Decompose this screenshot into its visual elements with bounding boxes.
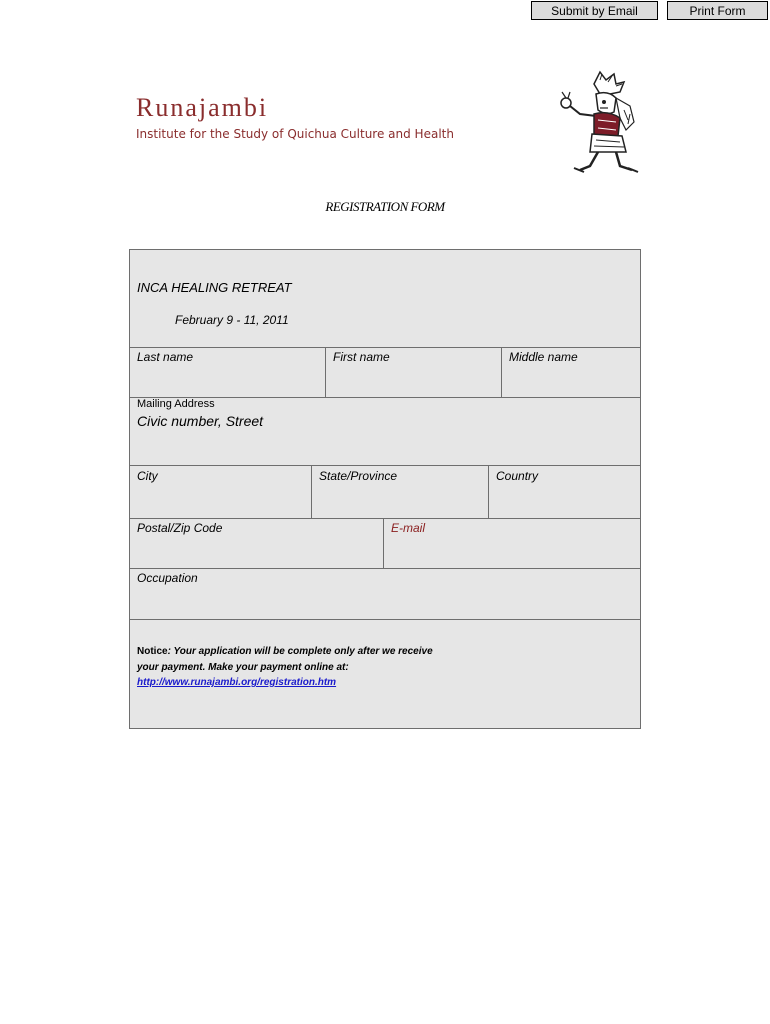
middle-name-label: Middle name	[509, 350, 578, 364]
registration-form	[129, 249, 641, 729]
org-name: Runajambi	[136, 93, 269, 122]
org-subtitle: Institute for the Study of Quichua Culture and Health	[136, 127, 454, 141]
country-label: Country	[496, 469, 539, 483]
postal-code-field[interactable]	[134, 538, 382, 566]
event-date: February 9 - 11, 2011	[175, 313, 289, 327]
divider	[488, 465, 489, 519]
last-name-label: Last name	[137, 350, 194, 364]
divider	[501, 347, 502, 397]
notice-keyword: Notice	[137, 646, 168, 657]
payment-notice	[137, 644, 437, 691]
first-name-label: First name	[333, 350, 390, 364]
postal-code-label: Postal/Zip Code	[137, 521, 223, 535]
occupation-field[interactable]	[134, 588, 640, 616]
email-label: E-mail	[391, 521, 426, 535]
notice-divider	[130, 619, 640, 620]
registration-link[interactable]: http://www.runajambi.org/registration.htm	[137, 677, 337, 688]
occupation-label: Occupation	[137, 571, 198, 585]
last-name-field[interactable]	[134, 366, 324, 394]
divider	[311, 465, 312, 519]
middle-name-field[interactable]	[506, 366, 640, 394]
divider	[383, 518, 384, 568]
inca-figure-logo	[550, 70, 645, 175]
mailing-address-label: Mailing Address	[137, 398, 215, 410]
email-field[interactable]	[388, 538, 640, 566]
notice-text: : Your application will be complete only after we receive your payment. Make your payment online at:	[137, 646, 433, 673]
city-label: City	[137, 469, 158, 483]
state-province-field[interactable]	[316, 486, 486, 514]
form-title: REGISTRATION FORM	[325, 199, 445, 214]
state-province-label: State/Province	[319, 469, 398, 483]
address-field[interactable]: Civic number, Street	[137, 413, 264, 429]
country-field[interactable]	[493, 486, 640, 514]
city-field[interactable]	[134, 486, 310, 514]
print-form-button[interactable]: Print Form	[667, 1, 768, 20]
event-title: INCA HEALING RETREAT	[137, 280, 292, 295]
submit-by-email-button[interactable]: Submit by Email	[531, 1, 658, 20]
divider	[325, 347, 326, 397]
first-name-field[interactable]	[330, 366, 500, 394]
